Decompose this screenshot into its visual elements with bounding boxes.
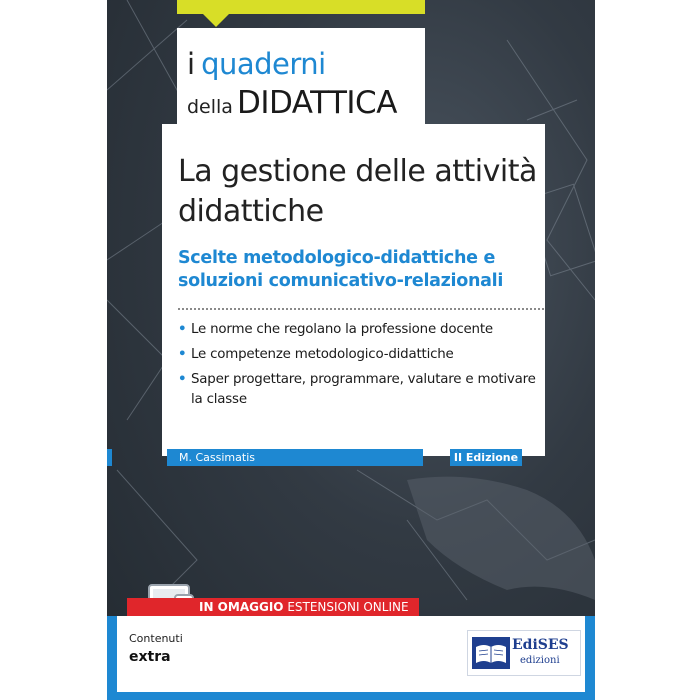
- accent-tick: [107, 449, 112, 466]
- bottom-panel: [117, 616, 585, 692]
- list-item: [178, 370, 538, 410]
- book-subtitle: Scelte metodologico-didattiche e soluzioni comunicativo-relazionali: [178, 248, 504, 291]
- series-name: quaderni: [201, 47, 326, 81]
- extras-line-1: Contenuti: [129, 632, 183, 645]
- series-prefix: i: [187, 47, 196, 81]
- promo-text: ESTENSIONI ONLINE: [287, 600, 409, 614]
- title-panel: [162, 124, 545, 456]
- promo-bold: IN OMAGGIO: [199, 600, 284, 614]
- series-line-2: [187, 86, 397, 125]
- series-logo: [177, 28, 425, 124]
- series-line2-name: DIDATTICA: [236, 85, 397, 121]
- extras-line-2: extra: [129, 649, 171, 665]
- book-cover: [107, 0, 595, 700]
- topic-text: Le norme che regolano la professione docente: [191, 322, 493, 337]
- dotted-divider: [178, 308, 544, 310]
- list-item: [178, 345, 538, 365]
- series-tab-notch: [203, 14, 229, 27]
- topics-list: [178, 320, 538, 415]
- topic-text: Le competenze metodologico-didattiche: [191, 347, 454, 362]
- publisher-sub: edizioni: [520, 655, 560, 666]
- publisher-logo: [467, 630, 581, 676]
- open-book-icon: [472, 637, 510, 669]
- series-line-1: [187, 48, 326, 80]
- edition-badge: II Edizione: [450, 449, 522, 466]
- author-label: M. Cassimatis: [167, 449, 423, 466]
- promo-banner: [127, 598, 419, 616]
- list-item: [178, 320, 538, 340]
- book-title: La gestione delle attività didattiche: [178, 154, 537, 229]
- series-line2-prefix: della: [187, 96, 233, 118]
- bullet-mark: •: [178, 322, 187, 337]
- bullet-mark: •: [178, 372, 187, 387]
- topic-text: Saper progettare, programmare, valutare e motivare la classe: [191, 372, 536, 407]
- bullet-mark: •: [178, 347, 187, 362]
- publisher-name: EdiSES: [512, 637, 569, 653]
- series-tab: [177, 0, 425, 14]
- bottom-band: [107, 616, 595, 700]
